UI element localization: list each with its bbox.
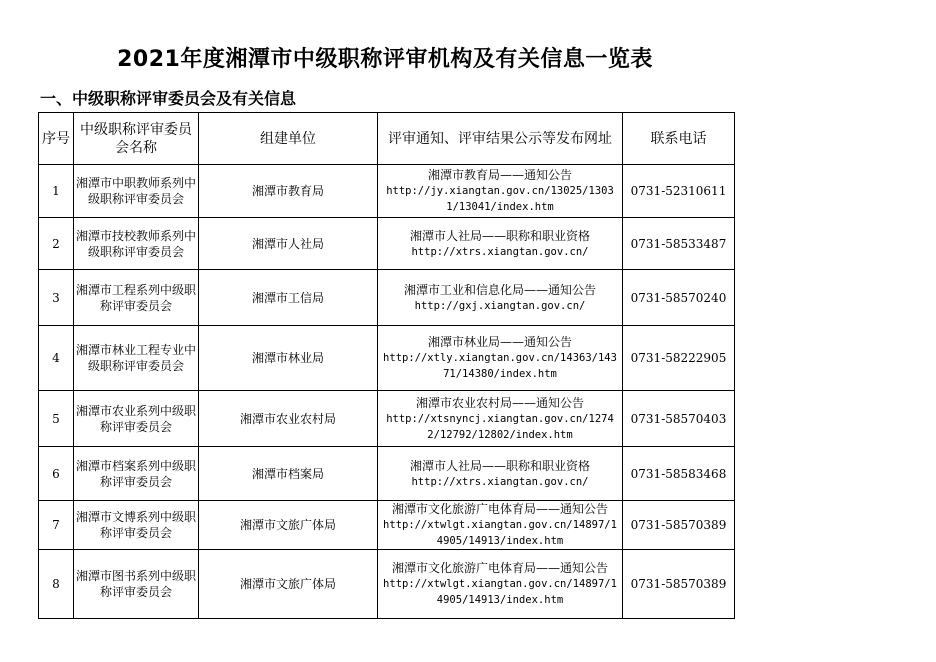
committee-name: 湘潭市农业系列中级职称评审委员会 <box>74 391 199 447</box>
row-no: 4 <box>39 326 74 391</box>
site-url-link[interactable]: http://gxj.xiangtan.gov.cn/ <box>414 299 586 312</box>
publish-info <box>378 326 623 391</box>
organizing-unit: 湘潭市人社局 <box>199 218 378 270</box>
committee-table <box>38 112 735 619</box>
publish-info <box>378 218 623 270</box>
row-no: 2 <box>39 218 74 270</box>
organizing-unit: 湘潭市农业农村局 <box>199 391 378 447</box>
committee-name: 湘潭市档案系列中级职称评审委员会 <box>74 447 199 501</box>
phone-number: 0731-58222905 <box>623 326 735 391</box>
site-name: 湘潭市人社局——职称和职业资格 <box>409 228 590 243</box>
site-url-link[interactable]: http://xtsnyncj.xiangtan.gov.cn/12742/12792/12802/index.htm <box>386 412 614 441</box>
organizing-unit: 湘潭市教育局 <box>199 165 378 218</box>
site-url-link[interactable]: http://xtrs.xiangtan.gov.cn/ <box>411 245 589 258</box>
organizing-unit: 湘潭市林业局 <box>199 326 378 391</box>
site-url-link[interactable]: http://xtwlgt.xiangtan.gov.cn/14897/14905/14913/index.htm <box>383 578 617 606</box>
committee-name: 湘潭市工程系列中级职称评审委员会 <box>74 270 199 326</box>
site-name: 湘潭市农业农村局——通知公告 <box>415 395 584 410</box>
committee-name: 湘潭市图书系列中级职称评审委员会 <box>74 550 199 619</box>
committee-name: 湘潭市中职教师系列中级职称评审委员会 <box>74 165 199 218</box>
publish-info <box>378 550 623 619</box>
publish-info <box>378 447 623 501</box>
table-row <box>39 218 735 270</box>
organizing-unit: 湘潭市文旅广体局 <box>199 550 378 619</box>
table-header-row <box>39 113 735 165</box>
table-row <box>39 391 735 447</box>
site-url-link[interactable]: http://jy.xiangtan.gov.cn/13025/13031/13041/index.htm <box>386 185 614 213</box>
row-no: 1 <box>39 165 74 218</box>
row-no: 7 <box>39 501 74 550</box>
publish-info <box>378 165 623 218</box>
header-phone: 联系电话 <box>623 113 735 165</box>
publish-info <box>378 270 623 326</box>
table-row <box>39 447 735 501</box>
section-heading: 一、中级职称评审委员会及有关信息 <box>40 89 297 108</box>
phone-number: 0731-58583468 <box>623 447 735 501</box>
phone-number: 0731-58570389 <box>623 501 735 550</box>
header-committee-name: 中级职称评审委员会名称 <box>74 113 199 165</box>
organizing-unit: 湘潭市文旅广体局 <box>199 501 378 550</box>
site-name: 湘潭市人社局——职称和职业资格 <box>409 458 590 473</box>
header-publish-url: 评审通知、评审结果公示等发布网址 <box>378 113 623 165</box>
committee-name: 湘潭市技校教师系列中级职称评审委员会 <box>74 218 199 270</box>
table-row <box>39 550 735 619</box>
site-url-link[interactable]: http://xtly.xiangtan.gov.cn/14363/14371/14380/index.htm <box>383 352 617 380</box>
header-organizing-unit: 组建单位 <box>199 113 378 165</box>
site-name: 湘潭市工业和信息化局——通知公告 <box>403 282 596 297</box>
publish-info <box>378 501 623 550</box>
table-row <box>39 501 735 550</box>
phone-number: 0731-58570403 <box>623 391 735 447</box>
site-name: 湘潭市文化旅游广电体育局——通知公告 <box>391 502 608 516</box>
site-url-link[interactable]: http://xtwlgt.xiangtan.gov.cn/14897/14905/14913/index.htm <box>383 519 617 547</box>
publish-info <box>378 391 623 447</box>
row-no: 6 <box>39 447 74 501</box>
row-no: 8 <box>39 550 74 619</box>
site-url-link[interactable]: http://xtrs.xiangtan.gov.cn/ <box>411 475 589 488</box>
table-row <box>39 270 735 326</box>
site-name: 湘潭市林业局——通知公告 <box>427 335 572 349</box>
header-no: 序号 <box>39 113 74 165</box>
phone-number: 0731-52310611 <box>623 165 735 218</box>
site-name: 湘潭市文化旅游广电体育局——通知公告 <box>391 561 608 575</box>
table-row <box>39 165 735 218</box>
table-row <box>39 326 735 391</box>
site-name: 湘潭市教育局——通知公告 <box>427 168 572 182</box>
phone-number: 0731-58570389 <box>623 550 735 619</box>
page-title: 2021年度湘潭市中级职称评审机构及有关信息一览表 <box>117 47 653 72</box>
row-no: 5 <box>39 391 74 447</box>
row-no: 3 <box>39 270 74 326</box>
organizing-unit: 湘潭市工信局 <box>199 270 378 326</box>
committee-name: 湘潭市文博系列中级职称评审委员会 <box>74 501 199 550</box>
phone-number: 0731-58533487 <box>623 218 735 270</box>
organizing-unit: 湘潭市档案局 <box>199 447 378 501</box>
phone-number: 0731-58570240 <box>623 270 735 326</box>
committee-name: 湘潭市林业工程专业中级职称评审委员会 <box>74 326 199 391</box>
